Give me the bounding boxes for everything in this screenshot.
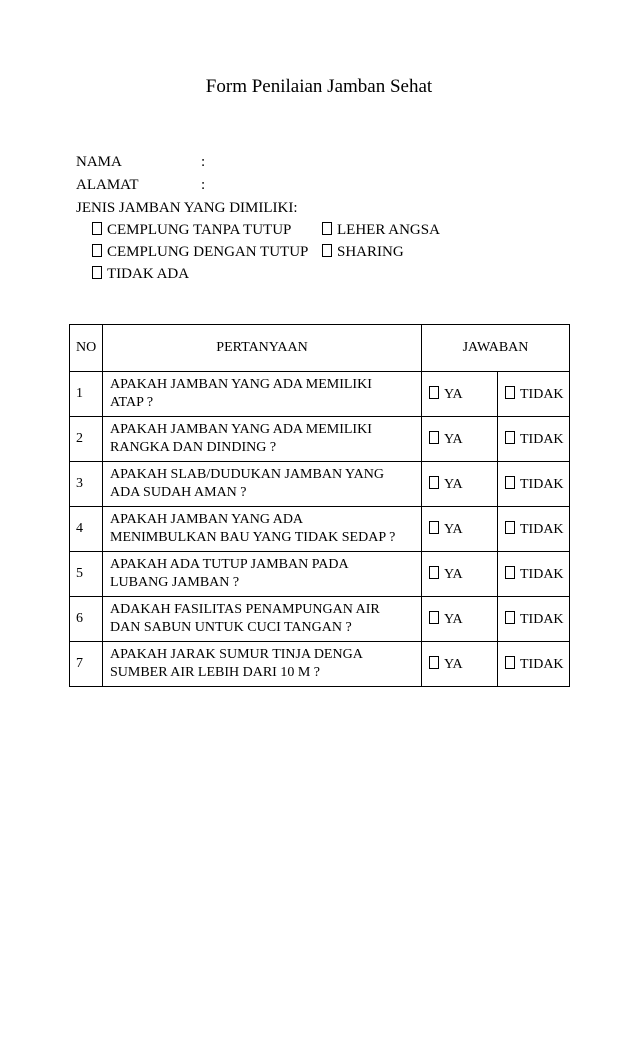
question-line: ATAP ? <box>110 395 154 410</box>
answer-tidak-label: TIDAK <box>520 476 564 492</box>
field-nama-colon: : <box>201 154 206 170</box>
question-line: APAKAH ADA TUTUP JAMBAN PADA <box>110 557 349 572</box>
checkbox-icon[interactable] <box>505 431 515 444</box>
checkbox-icon[interactable] <box>429 476 439 489</box>
checkbox-icon[interactable] <box>505 611 515 624</box>
row-number: 4 <box>70 507 103 552</box>
answer-ya-label: YA <box>444 386 463 402</box>
answer-ya-cell[interactable] <box>422 462 498 507</box>
answer-tidak-label: TIDAK <box>520 566 564 582</box>
row-number: 7 <box>70 642 103 687</box>
table-row <box>70 372 570 417</box>
answer-tidak-cell[interactable] <box>498 552 570 597</box>
checkbox-icon[interactable] <box>429 386 439 399</box>
question-line: MENIMBULKAN BAU YANG TIDAK SEDAP ? <box>110 530 396 545</box>
answer-tidak-cell[interactable] <box>498 597 570 642</box>
question-line: APAKAH JAMBAN YANG ADA <box>110 512 304 527</box>
table-row <box>70 507 570 552</box>
answer-ya-cell[interactable] <box>422 597 498 642</box>
answer-ya-label: YA <box>444 611 463 627</box>
answer-tidak-label: TIDAK <box>520 386 564 402</box>
checkbox-icon[interactable] <box>92 222 102 235</box>
option-label: LEHER ANGSA <box>337 222 440 238</box>
option-label: TIDAK ADA <box>107 266 190 282</box>
question-line: RANGKA DAN DINDING ? <box>110 440 277 455</box>
answer-ya-label: YA <box>444 566 463 582</box>
table-row <box>70 552 570 597</box>
checkbox-icon[interactable] <box>505 566 515 579</box>
question-line: APAKAH JAMBAN YANG ADA MEMILIKI <box>110 422 372 437</box>
checkbox-icon[interactable] <box>92 244 102 257</box>
header-no: NO <box>70 325 103 372</box>
row-number: 3 <box>70 462 103 507</box>
row-question <box>103 597 422 642</box>
checkbox-icon[interactable] <box>322 222 332 235</box>
answer-ya-label: YA <box>444 476 463 492</box>
question-line: DAN SABUN UNTUK CUCI TANGAN ? <box>110 620 352 635</box>
answer-tidak-label: TIDAK <box>520 656 564 672</box>
header-jawaban: JAWABAN <box>422 325 570 372</box>
answer-ya-label: YA <box>444 431 463 447</box>
answer-ya-cell[interactable] <box>422 507 498 552</box>
page-title: Form Penilaian Jamban Sehat <box>205 76 433 97</box>
field-alamat <box>76 175 205 195</box>
answer-ya-label: YA <box>444 656 463 672</box>
answer-ya-cell[interactable] <box>422 552 498 597</box>
checkbox-icon[interactable] <box>505 476 515 489</box>
answer-ya-cell[interactable] <box>422 372 498 417</box>
question-line: ADA SUDAH AMAN ? <box>110 485 247 500</box>
question-line: APAKAH JARAK SUMUR TINJA DENGA <box>110 647 363 662</box>
table-row <box>70 417 570 462</box>
checkbox-icon[interactable] <box>92 266 102 279</box>
checkbox-icon[interactable] <box>505 521 515 534</box>
answer-tidak-cell[interactable] <box>498 462 570 507</box>
option-label: CEMPLUNG TANPA TUTUP <box>107 222 292 238</box>
header-pertanyaan: PERTANYAAN <box>103 325 422 372</box>
option-cemplung-dengan-tutup[interactable] <box>92 242 308 262</box>
row-question <box>103 417 422 462</box>
answer-ya-cell[interactable] <box>422 642 498 687</box>
table-header-row <box>70 325 570 372</box>
option-sharing[interactable] <box>322 242 404 262</box>
row-question <box>103 507 422 552</box>
row-question <box>103 552 422 597</box>
answer-tidak-label: TIDAK <box>520 611 564 627</box>
row-number: 5 <box>70 552 103 597</box>
option-label: SHARING <box>337 244 404 260</box>
question-line: ADAKAH FASILITAS PENAMPUNGAN AIR <box>110 602 380 617</box>
answer-tidak-cell[interactable] <box>498 372 570 417</box>
jenis-jamban-label: JENIS JAMBAN YANG DIMILIKI: <box>76 200 298 216</box>
table-row <box>70 462 570 507</box>
field-alamat-colon: : <box>201 177 206 193</box>
answer-tidak-label: TIDAK <box>520 431 564 447</box>
question-line: APAKAH JAMBAN YANG ADA MEMILIKI <box>110 377 372 392</box>
row-question <box>103 642 422 687</box>
row-question <box>103 372 422 417</box>
row-number: 2 <box>70 417 103 462</box>
row-question <box>103 462 422 507</box>
answer-tidak-cell[interactable] <box>498 642 570 687</box>
option-cemplung-tanpa-tutup[interactable] <box>92 220 291 240</box>
answer-tidak-cell[interactable] <box>498 417 570 462</box>
table-row <box>70 597 570 642</box>
question-line: APAKAH SLAB/DUDUKAN JAMBAN YANG <box>110 467 384 482</box>
answer-tidak-cell[interactable] <box>498 507 570 552</box>
checkbox-icon[interactable] <box>429 521 439 534</box>
checkbox-icon[interactable] <box>429 566 439 579</box>
checkbox-icon[interactable] <box>429 656 439 669</box>
row-number: 6 <box>70 597 103 642</box>
checkbox-icon[interactable] <box>429 611 439 624</box>
option-leher-angsa[interactable] <box>322 220 440 240</box>
question-line: SUMBER AIR LEBIH DARI 10 M ? <box>110 665 321 680</box>
option-label: CEMPLUNG DENGAN TUTUP <box>107 244 309 260</box>
field-nama <box>76 152 205 172</box>
field-nama-label: NAMA <box>76 154 122 170</box>
question-table <box>69 324 570 687</box>
checkbox-icon[interactable] <box>322 244 332 257</box>
checkbox-icon[interactable] <box>505 386 515 399</box>
checkbox-icon[interactable] <box>429 431 439 444</box>
checkbox-icon[interactable] <box>505 656 515 669</box>
answer-tidak-label: TIDAK <box>520 521 564 537</box>
answer-ya-cell[interactable] <box>422 417 498 462</box>
option-tidak-ada[interactable] <box>92 264 189 284</box>
row-number: 1 <box>70 372 103 417</box>
table-row <box>70 642 570 687</box>
answer-ya-label: YA <box>444 521 463 537</box>
field-alamat-label: ALAMAT <box>76 177 139 193</box>
question-line: LUBANG JAMBAN ? <box>110 575 240 590</box>
